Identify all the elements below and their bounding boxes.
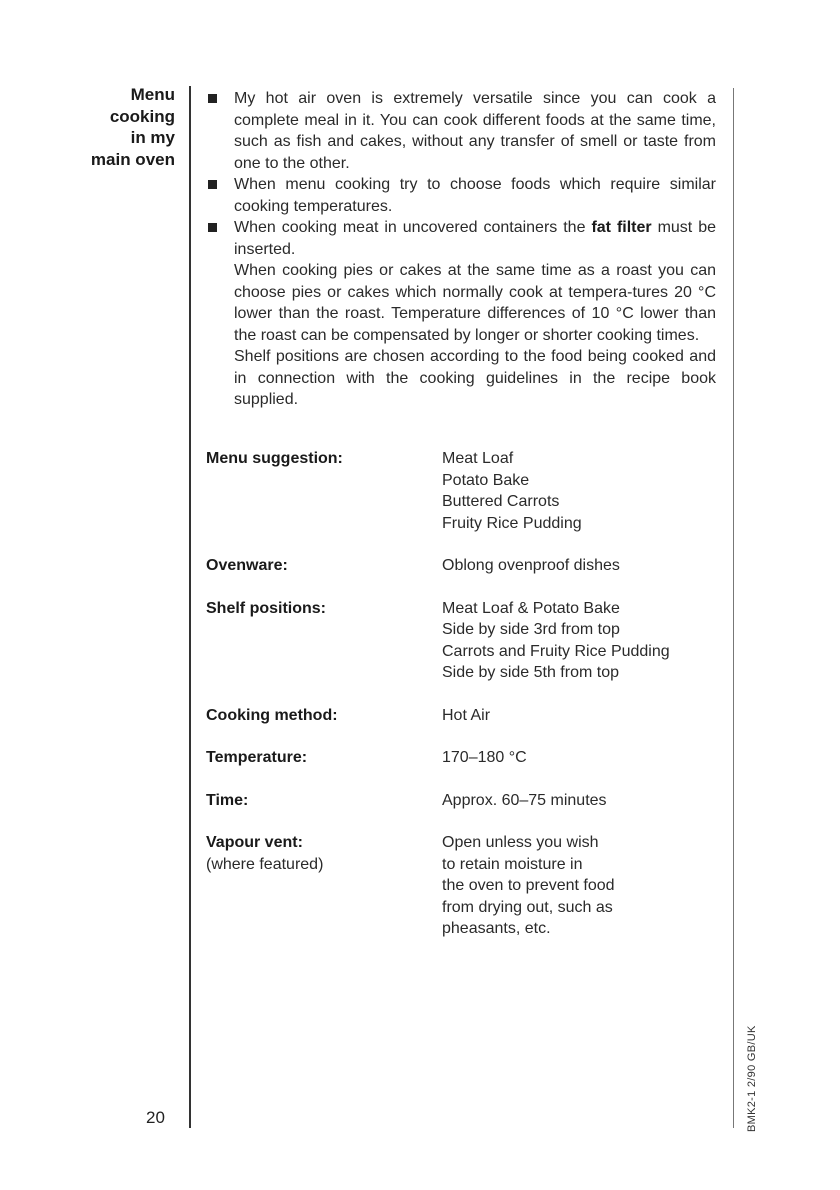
spec-label: Cooking method:: [206, 706, 338, 724]
spec-label-cell: [206, 747, 442, 769]
bullet-text: must be inserted.: [234, 219, 717, 258]
spec-value-line: Open unless you wish: [442, 834, 599, 851]
spec-values: [442, 598, 726, 684]
spec-value-line: Meat Loaf & Potato Bake: [442, 599, 620, 617]
spec-row-time: [206, 790, 726, 812]
spec-value-line: Fruity Rice Pudding: [442, 514, 582, 532]
bullet-item: [206, 174, 716, 217]
menu-spec-table: [206, 448, 726, 961]
spec-label-cell: [206, 598, 442, 620]
spec-values: [442, 448, 726, 534]
bullet-paragraph: When cooking pies or cakes at the same time as a roast you can choose pies or cakes which normally cook at tempera-tures 20 °C lower than the roast. Temperature differences of 10 °C lower than the roast can be compensated by longer or shorter cooking times.: [234, 262, 716, 344]
section-heading-line: main oven: [90, 149, 175, 169]
spec-label-cell: [206, 790, 442, 812]
spec-value-line: 170–180 °C: [442, 749, 527, 766]
spec-row-ovenware: [206, 555, 726, 577]
left-vertical-rule: [189, 86, 191, 1128]
bullet-paragraph: When menu cooking try to choose foods which require similar cooking temperatures.: [234, 176, 716, 215]
section-heading-line: Menu: [130, 85, 175, 104]
spec-value-line: pheasants, etc.: [442, 920, 551, 937]
square-bullet-icon: [208, 223, 217, 232]
spec-label: Vapour vent:: [206, 834, 303, 851]
bullet-item: [206, 88, 716, 174]
spec-values: [442, 747, 726, 769]
bullet-item: [206, 217, 716, 411]
section-heading-line: in my: [130, 128, 175, 147]
spec-row-temperature: [206, 747, 726, 769]
spec-value-line: Meat Loaf: [442, 450, 514, 467]
spec-value-line: from drying out, such as: [442, 898, 613, 916]
section-heading-line: cooking: [109, 106, 175, 126]
bullet-list: [206, 88, 716, 411]
page-number: 20: [146, 1108, 165, 1127]
spec-value-line: Oblong ovenproof dishes: [442, 557, 620, 574]
spec-label-cell: [206, 448, 442, 470]
bullet-paragraph: My hot air oven is extremely versatile since you can cook a complete meal in it. You can cook different foods at the same time, such as fish and cakes, without any transfer of smell or taste from one to the other.: [234, 90, 716, 172]
bullet-paragraph: [234, 217, 716, 260]
square-bullet-icon: [208, 180, 217, 189]
spec-value-line: the oven to prevent food: [442, 877, 615, 894]
square-bullet-icon: [208, 94, 217, 103]
spec-value-line: Buttered Carrots: [442, 493, 560, 510]
spec-label-cell: [206, 555, 442, 577]
spec-label-cell: [206, 832, 442, 875]
spec-value-line: Side by side 5th from top: [442, 664, 619, 681]
section-heading: [40, 84, 175, 170]
spec-label: Time:: [206, 791, 249, 809]
spec-value-line: Side by side 3rd from top: [442, 621, 620, 638]
fat-filter-emphasis: fat filter: [591, 219, 652, 236]
spec-row-vapour-vent: [206, 832, 726, 940]
right-vertical-rule: [733, 88, 734, 1128]
bullet-paragraph: Shelf positions are chosen according to the food being cooked and in connection with the cooking guidelines in the recipe book supplied.: [234, 348, 716, 408]
spec-label-cell: [206, 705, 442, 727]
spec-row-shelf-positions: [206, 598, 726, 684]
spec-label: Shelf positions:: [206, 599, 326, 617]
spec-value-line: Approx. 60–75 minutes: [442, 791, 607, 809]
spec-values: [442, 832, 726, 940]
document-code: BMK2-1 2/90 GB/UK: [746, 1025, 758, 1132]
spec-values: [442, 790, 726, 812]
spec-sublabel: (where featured): [206, 855, 324, 873]
spec-values: [442, 555, 726, 577]
spec-values: [442, 705, 726, 727]
spec-value-line: to retain moisture in: [442, 855, 583, 873]
spec-row-cooking-method: [206, 705, 726, 727]
spec-label: Menu suggestion:: [206, 450, 343, 467]
bullet-text: When cooking meat in uncovered containers the: [234, 219, 592, 236]
spec-value-line: Hot Air: [442, 706, 491, 724]
spec-value-line: Carrots and Fruity Rice Pudding: [442, 642, 670, 660]
spec-row-menu-suggestion: [206, 448, 726, 534]
spec-label: Ovenware:: [206, 557, 288, 574]
spec-label: Temperature:: [206, 749, 308, 766]
spec-value-line: Potato Bake: [442, 471, 530, 489]
